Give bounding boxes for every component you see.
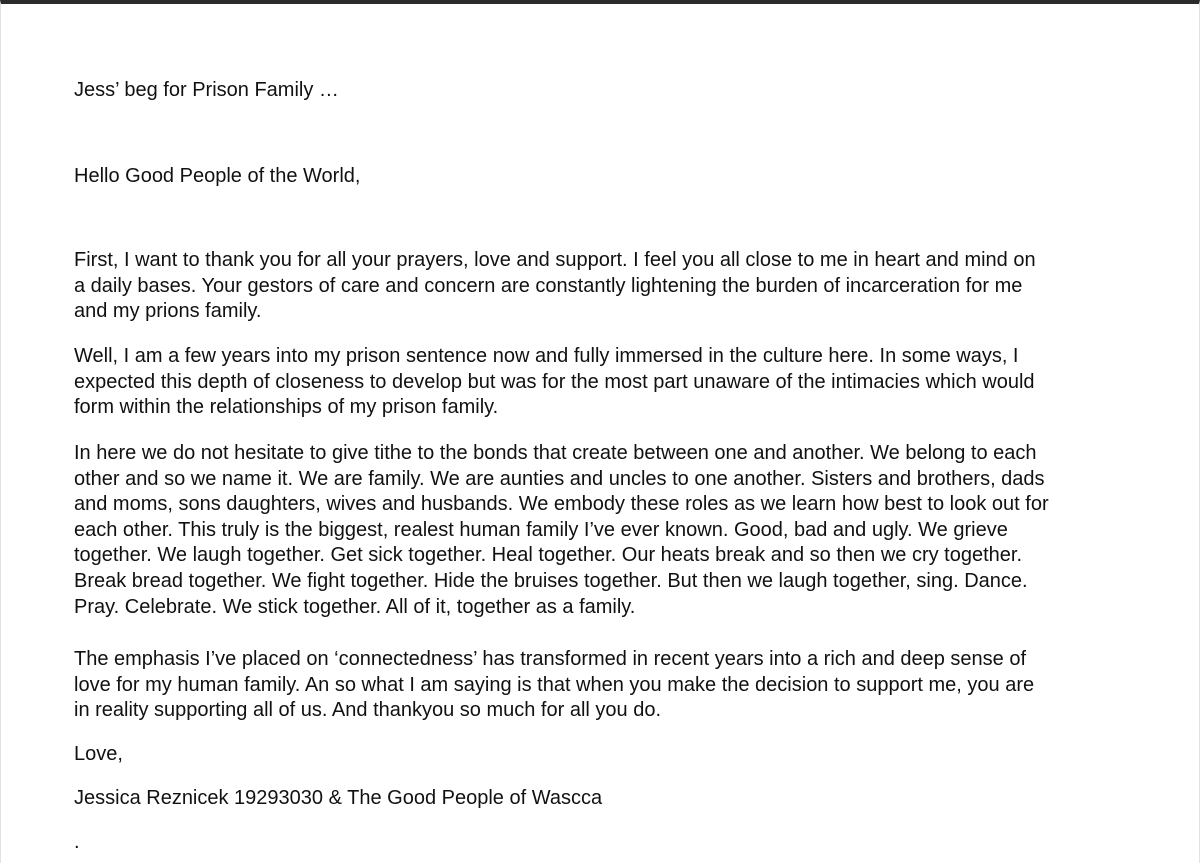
paragraph-line: First, I want to thank you for all your prayers, love and support. I feel you all close to me in heart and mind on: [74, 249, 1036, 271]
document-title: Jess’ beg for Prison Family …: [74, 79, 339, 101]
paragraph-line: The emphasis I’ve placed on ‘connectedness’ has transformed in recent years into a rich and deep sense of: [74, 648, 1027, 670]
paragraph-4: [74, 647, 1034, 724]
paragraph-line: and moms, sons daughters, wives and husbands. We embody these roles as we learn how best to look out for: [74, 493, 1049, 516]
paragraph-line: expected this depth of closeness to develop but was for the most part unaware of the intimacies which would: [74, 370, 1035, 393]
trailing-mark: .: [74, 831, 80, 853]
paragraph-line: In here we do not hesitate to give tithe to the bonds that create between one and another. We belong to each: [74, 442, 1037, 464]
paragraph-line: Well, I am a few years into my prison sentence now and fully immersed in the culture here. In some ways, I: [74, 345, 1019, 367]
paragraph-line: Break bread together. We fight together. Hide the bruises together. But then we laugh together, sing. Dance.: [74, 569, 1028, 592]
paragraph-line: love for my human family. An so what I am saying is that when you make the decision to support me, you are: [74, 673, 1035, 696]
greeting: Hello Good People of the World,: [74, 165, 361, 187]
paragraph-line: a daily bases. Your gestors of care and concern are constantly lightening the burden of incarceration for me: [74, 274, 1023, 297]
paragraph-line: Pray. Celebrate. We stick together. All of it, together as a family.: [74, 595, 636, 618]
paragraph-line: each other. This truly is the biggest, realest human family I’ve ever known. Good, bad and ugly. We grieve: [74, 518, 1008, 541]
paragraph-1: [74, 248, 1036, 325]
closing: Love,: [74, 743, 123, 765]
paragraph-line: in reality supporting all of us. And thankyou so much for all you do.: [74, 699, 662, 722]
paragraph-line: and my prions family.: [74, 300, 262, 323]
paragraph-3: [74, 441, 1049, 620]
paragraph-line: together. We laugh together. Get sick together. Heal together. Our heats break and so then we cry together.: [74, 544, 1022, 567]
paragraph-line: other and so we name it. We are family. We are aunties and uncles to one another. Sisters and brothers, dads: [74, 467, 1045, 490]
paragraph-line: form within the relationships of my prison family.: [74, 396, 499, 419]
paragraph-2: [74, 344, 1035, 421]
signature: Jessica Reznicek 19293030 & The Good People of Wascca: [74, 787, 603, 809]
